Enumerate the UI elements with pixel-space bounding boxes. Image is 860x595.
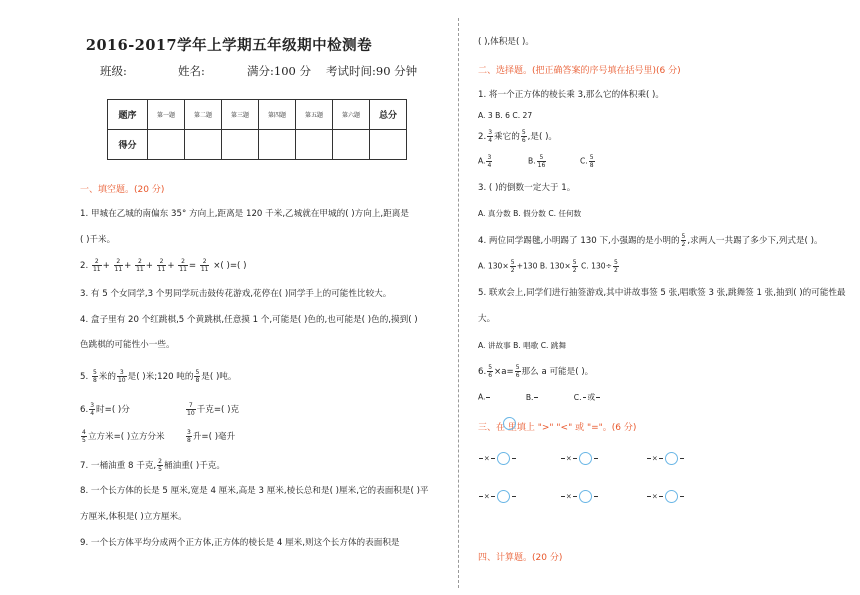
question-4-line-2: 色跳棋的可能性小一些。 [80, 340, 175, 350]
question-6-item-d: $\frac{3}{8}$ 升=( )毫升 [187, 429, 236, 444]
choice-5-options: A. 讲故事 B. 唱歌 C. 跳舞 [478, 341, 567, 350]
choice-1: 1. 将一个正方体的棱长乘 3,那么它的体积乘( )。 [478, 90, 664, 100]
compare-item: × [560, 489, 599, 504]
full-score-label: 满分:100 分 [247, 64, 311, 78]
score-cell[interactable] [148, 130, 185, 160]
answer-circle[interactable] [579, 452, 592, 465]
question-3: 3. 有 5 个女同学,3 个男同学玩击鼓传花游戏,花停在( )同学手上的可能性比较大。 [80, 289, 392, 299]
choice-2-option-c: C. $\frac{5}{8}$ [580, 154, 594, 169]
fraction: $\frac{2}{11}$ [136, 258, 144, 273]
score-cell[interactable] [259, 130, 296, 160]
choice-4: 4. 两位同学踢毽,小明踢了 130 下,小强踢的是小明的 $\frac{5}{2}$ ,求两人一共踢了多少下,列式是( )。 [478, 233, 823, 248]
question-9-line-2: ( ),体积是( )。 [478, 37, 534, 47]
choice-1-options: A. 3 B. 6 C. 27 [478, 111, 533, 120]
answer-circle[interactable] [579, 490, 592, 503]
choice-2-option-a: A. $\frac{3}{4}$ [478, 154, 492, 169]
question-5: 5. $\frac{5}{8}$ 米的 $\frac{3}{10}$ 是( )米;120 吨的 $\frac{5}{8}$ 是( )吨。 [80, 369, 237, 384]
section-4-heading: 四、计算题。(20 分) [478, 553, 563, 563]
section-2-heading: 二、选择题。(把正确答案的序号填在括号里)(6 分) [478, 66, 681, 76]
score-table [107, 99, 407, 160]
fraction: $\frac{2}{11}$ [114, 258, 123, 273]
column-divider [458, 18, 459, 588]
question-8-line-2: 方厘米,体积是( )立方厘米。 [80, 512, 187, 522]
choice-5-line-2: 大。 [478, 314, 496, 324]
col-q6: 第六题 [333, 100, 370, 130]
row-label-order: 题序 [108, 100, 148, 130]
col-total: 总分 [370, 100, 407, 130]
score-cell[interactable] [185, 130, 222, 160]
answer-circle[interactable] [665, 490, 678, 503]
choice-2: 2. $\frac{3}{4}$ 乘它的 $\frac{5}{6}$ ,是( )。 [478, 129, 558, 144]
question-6-row-2: $\frac{4}{5}$ 立方米=( )立方分米 [82, 429, 165, 444]
exam-time-label: 考试时间:90 分钟 [326, 64, 418, 78]
score-cell[interactable] [370, 130, 407, 160]
question-4-line-1: 4. 盒子里有 20 个红跳棋,5 个黄跳棋,任意摸 1 个,可能是( )色的,也可能是( )色的,摸到( ) [80, 315, 418, 325]
col-q3: 第三题 [222, 100, 259, 130]
score-table-score-row [108, 130, 407, 160]
fraction: $\frac{2}{11}$ [157, 258, 166, 273]
section-1-heading: 一、填空题。(20 分) [80, 185, 165, 195]
question-1-line-1: 1. 甲城在乙城的南偏东 35° 方向上,距离是 120 千米,乙城就在甲城的( )方向上,距离是 [80, 209, 409, 219]
compare-item: × [560, 451, 599, 466]
question-8-line-1: 8. 一个长方体的长是 5 厘米,宽是 4 厘米,高是 3 厘米,棱长总和是( )厘米,它的表面积是( )平 [80, 486, 429, 496]
question-6-row-1: 6. $\frac{3}{4}$ 时=( )分 [80, 402, 130, 417]
question-2: 2. $\frac{2}{11}$ + $\frac{2}{11}$ + $\frac{2}{11}$ + $\frac{2}{11}$ + $\frac{2}{11}$ = $\frac{2}{11}$ ×( )=( ) [80, 258, 247, 273]
name-label: 姓名: [178, 64, 205, 78]
exam-title: 2016-2017学年上学期五年级期中检测卷 [85, 37, 373, 54]
choice-3-options: A. 真分数 B. 假分数 C. 任何数 [478, 209, 582, 218]
fraction: $\frac{2}{11}$ [200, 258, 209, 273]
question-9-line-1: 9. 一个长方体平均分成两个正方体,正方体的棱长是 4 厘米,则这个长方体的表面积是 [80, 538, 400, 548]
question-6-item-b: $\frac{7}{10}$ 千克=( )克 [187, 402, 240, 417]
col-q1: 第一题 [148, 100, 185, 130]
compare-item: × [478, 451, 517, 466]
row-label-score: 得分 [108, 130, 148, 160]
score-cell[interactable] [296, 130, 333, 160]
compare-item: × [646, 451, 685, 466]
class-label: 班级: [100, 64, 127, 78]
choice-5-line-1: 5. 联欢会上,同学们进行抽签游戏,其中讲故事签 5 张,唱歌签 3 张,跳舞签 1 张,抽到( )的可能性最 [478, 288, 846, 298]
answer-circle[interactable] [665, 452, 678, 465]
question-7: 7. 一桶油重 8 千克, $\frac{2}{5}$ 桶油重( )千克。 [80, 458, 225, 473]
score-table-header-row [108, 100, 407, 130]
compare-item: × [646, 489, 685, 504]
blank-circle-icon [503, 417, 516, 430]
score-cell[interactable] [333, 130, 370, 160]
score-cell[interactable] [222, 130, 259, 160]
col-q5: 第五题 [296, 100, 333, 130]
col-q4: 第四题 [259, 100, 296, 130]
choice-3: 3. ( )的倒数一定大于 1。 [478, 183, 576, 193]
fraction: $\frac{2}{11}$ [179, 258, 187, 273]
choice-2-option-b: B. $\frac{5}{16}$ [528, 154, 546, 169]
answer-circle[interactable] [497, 490, 510, 503]
choice-6: 6. $\frac{5}{6}$ ×a= $\frac{5}{6}$ 那么 a 可能是( )。 [478, 364, 594, 379]
question-1-line-2: ( )千米。 [80, 235, 116, 245]
choice-6-options: A. B. C. 或 [478, 390, 601, 405]
answer-circle[interactable] [497, 452, 510, 465]
compare-item: × [478, 489, 517, 504]
fraction: $\frac{2}{11}$ [92, 258, 101, 273]
choice-4-options: A. 130× $\frac{5}{2}$ +130 B. 130× $\frac{5}{2}$ C. 130÷ $\frac{5}{2}$ [478, 259, 618, 274]
col-q2: 第二题 [185, 100, 222, 130]
section-3-heading: 三、在 里填上 ">" "<" 或 "="。(6 分) [478, 423, 637, 433]
